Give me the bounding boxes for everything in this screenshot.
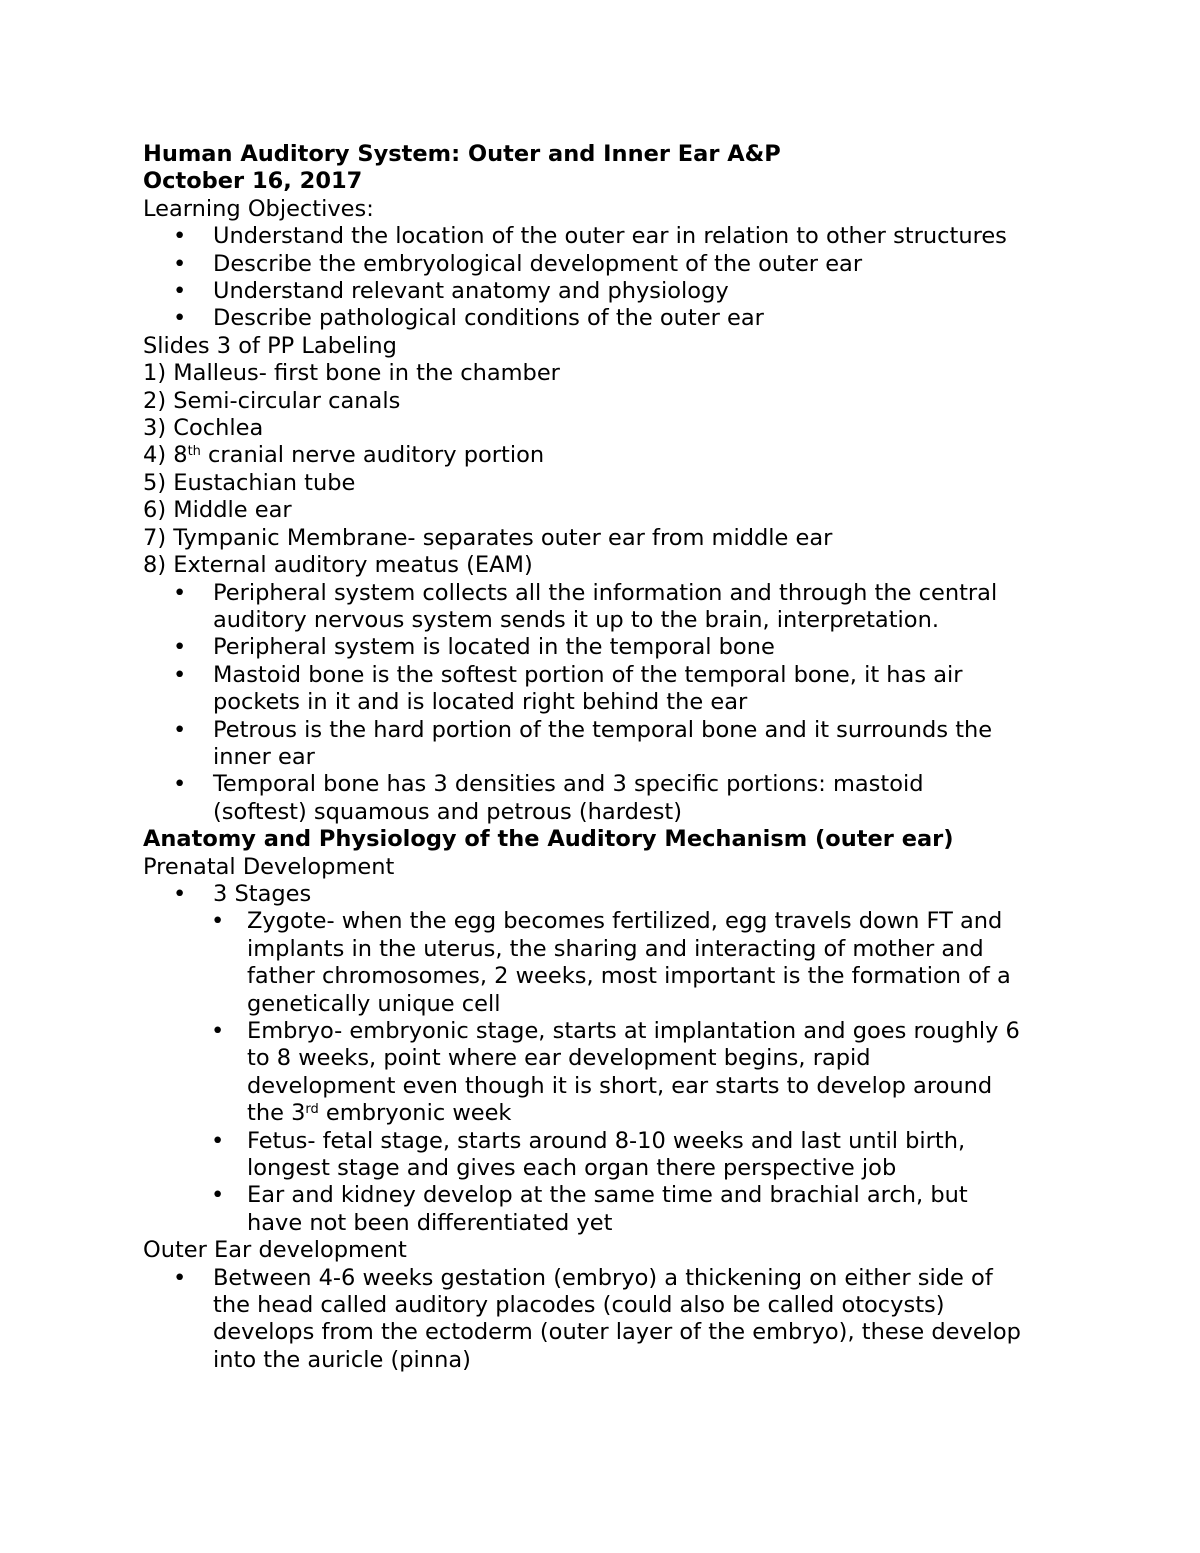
- stages-list: [143, 908, 1073, 1237]
- section-heading-anatomy: Anatomy and Physiology of the Auditory Mechanism (outer ear): [143, 826, 954, 853]
- objective-text: • Describe the embryological development of the outer ear: [213, 250, 863, 277]
- stage-line: • Ear and kidney develop at the same time and brachial arch, but: [247, 1182, 968, 1209]
- slides-heading: Slides 3 of PP Labeling: [143, 332, 397, 359]
- objective-text: • Understand the location of the outer ear in relation to other structures: [213, 223, 1007, 250]
- peripheral-note: [143, 634, 1073, 661]
- stage-fetus: [143, 1128, 1073, 1183]
- peripheral-note: [143, 580, 1073, 635]
- note-line: • Petrous is the hard portion of the temporal bone and it surrounds the: [213, 716, 993, 743]
- stage-line: development even though it is short, ear starts to develop around: [247, 1072, 993, 1099]
- objectives-heading: Learning Objectives:: [143, 195, 374, 222]
- label-item-2: 2) Semi-circular canals: [143, 387, 401, 414]
- outer-ear-list: [143, 1265, 1073, 1375]
- peripheral-note: [143, 662, 1073, 717]
- stage-line: • Zygote- when the egg becomes fertilized, egg travels down FT and: [247, 908, 1003, 935]
- note-line: • Peripheral system collects all the information and through the central: [213, 579, 998, 606]
- prenatal-heading: Prenatal Development: [143, 853, 395, 880]
- document-body: [143, 141, 1073, 1374]
- label-item-1: 1) Malleus- first bone in the chamber: [143, 360, 560, 387]
- note-line: auditory nervous system sends it up to the brain, interpretation.: [213, 606, 939, 633]
- label-item-8: 8) External auditory meatus (EAM): [143, 552, 533, 579]
- stages-label: • 3 Stages: [213, 880, 312, 907]
- objectives-list: [143, 223, 1073, 333]
- stage-line: to 8 weeks, point where ear development begins, rapid: [247, 1045, 871, 1072]
- label-item-5: 5) Eustachian tube: [143, 469, 356, 496]
- label-item-6: 6) Middle ear: [143, 497, 292, 524]
- embryo-week-superscript: rd: [305, 1101, 319, 1117]
- objective-item: [143, 278, 1073, 305]
- note-line: the head called auditory placodes (could also be called otocysts): [213, 1292, 945, 1319]
- stage-line: longest stage and gives each organ there perspective job: [247, 1155, 897, 1182]
- note-line: • Peripheral system is located in the temporal bone: [213, 634, 775, 661]
- objective-text: • Understand relevant anatomy and physiology: [213, 278, 729, 305]
- stage-kidney-note: [143, 1182, 1073, 1237]
- stage-line: • Embryo- embryonic stage, starts at implantation and goes roughly 6: [247, 1018, 1020, 1044]
- prenatal-list: [143, 881, 1073, 908]
- objective-item: [143, 251, 1073, 278]
- stage-line: • Fetus- fetal stage, starts around 8-10 weeks and last until birth,: [247, 1127, 966, 1154]
- label-item-3: 3) Cochlea: [143, 415, 264, 442]
- embryo-week-prefix: the 3: [247, 1100, 306, 1127]
- note-line: • Between 4-6 weeks gestation (embryo) a thickening on either side of: [213, 1264, 993, 1291]
- document-title: Human Auditory System: Outer and Inner Ear A&P: [143, 141, 781, 167]
- objective-text: • Describe pathological conditions of the outer ear: [213, 305, 764, 332]
- stage-line: genetically unique cell: [247, 990, 501, 1017]
- objective-item: [143, 223, 1073, 250]
- stage-line: have not been differentiated yet: [247, 1209, 613, 1236]
- peripheral-note: [143, 771, 1073, 826]
- document-date: October 16, 2017: [143, 168, 363, 195]
- peripheral-notes-list: [143, 580, 1073, 827]
- objective-item: [143, 305, 1073, 332]
- embryo-week-suffix: embryonic week: [318, 1100, 512, 1127]
- note-line: pockets in it and is located right behind the ear: [213, 689, 748, 716]
- label-item-4-suffix: cranial nerve auditory portion: [200, 442, 545, 469]
- note-line: • Temporal bone has 3 densities and 3 specific portions: mastoid: [213, 771, 924, 798]
- outer-ear-heading: Outer Ear development: [143, 1237, 407, 1264]
- label-item-4-superscript: th: [187, 443, 201, 459]
- label-item-4-prefix: 4) 8: [143, 442, 188, 469]
- outer-ear-note: [143, 1265, 1073, 1375]
- label-item-4: [143, 442, 1073, 469]
- peripheral-note: [143, 717, 1073, 772]
- label-item-7: 7) Tympanic Membrane- separates outer ear from middle ear: [143, 524, 833, 551]
- note-line: develops from the ectoderm (outer layer of the embryo), these develop: [213, 1319, 1021, 1346]
- note-line: into the auricle (pinna): [213, 1346, 471, 1373]
- stage-line: father chromosomes, 2 weeks, most important is the formation of a: [247, 963, 1011, 990]
- note-line: inner ear: [213, 743, 315, 770]
- stage-zygote: [143, 908, 1073, 1018]
- note-line: (softest) squamous and petrous (hardest): [213, 798, 683, 825]
- stage-line: [247, 1100, 1073, 1127]
- note-line: • Mastoid bone is the softest portion of the temporal bone, it has air: [213, 661, 963, 688]
- stage-embryo: [143, 1018, 1073, 1128]
- stages-item: [143, 881, 1073, 908]
- stage-line: implants in the uterus, the sharing and interacting of mother and: [247, 935, 984, 962]
